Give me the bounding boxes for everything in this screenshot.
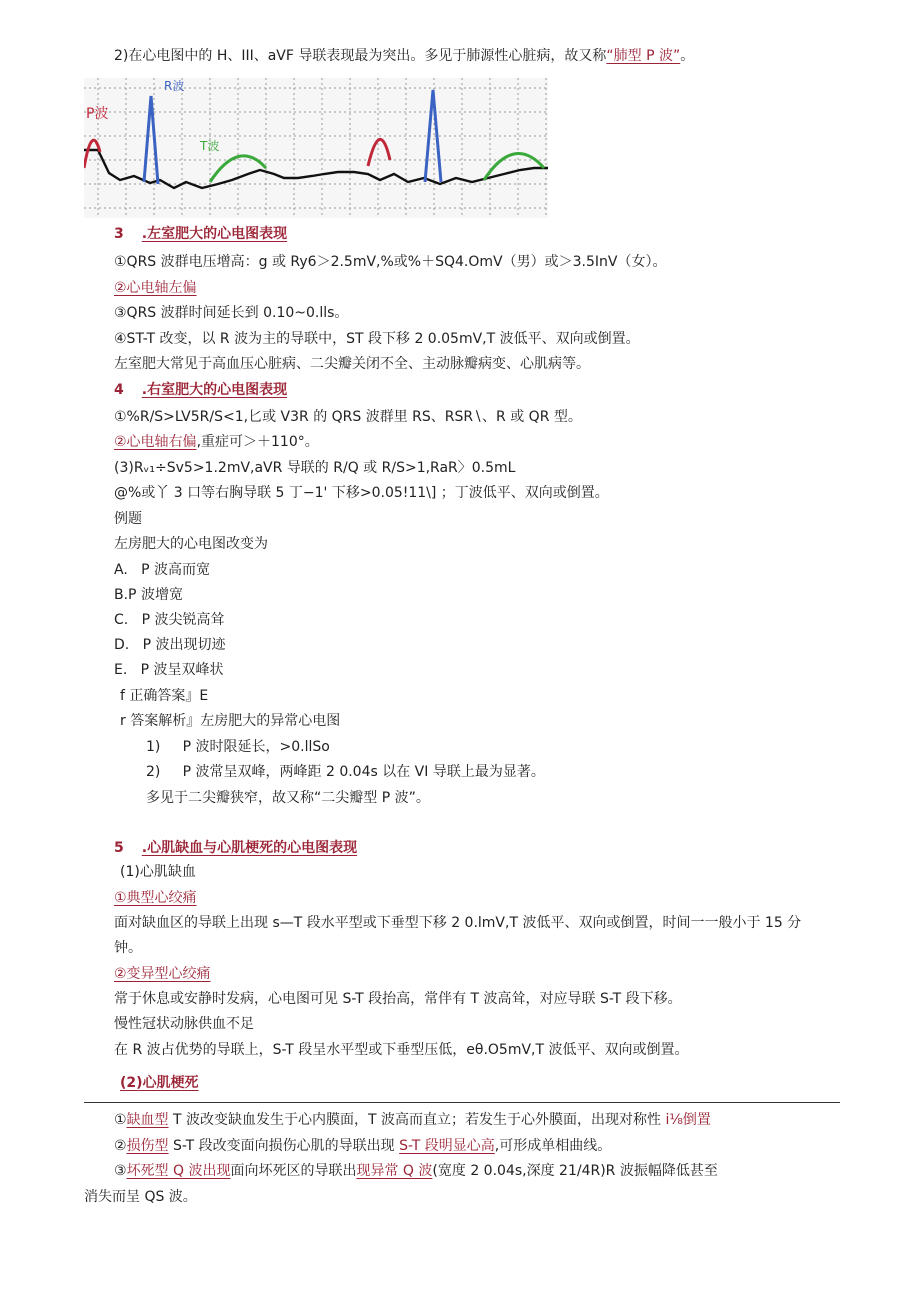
rvh-axis-note: ,重症可＞＋110°。: [196, 434, 319, 450]
divider-line: [84, 1102, 840, 1103]
lvh-item-1: ①QRS 波群电压增高：g 或 Ry6＞2.5mV,%或%＋SQ4.OmV（男）或＞3.5InV（女）。: [114, 254, 667, 270]
necrotic-type-label: 坏死型 Q 波出现: [126, 1163, 231, 1179]
quiz-option-b: B.P 波增宽: [114, 587, 183, 603]
ecg-figure: [84, 78, 548, 218]
section-5-title: .心肌缺血与心肌梗死的心电图表现: [141, 840, 358, 856]
infarction-item-2: [114, 1136, 611, 1156]
variant-angina-text: 常于休息或安静时发病，心电图可见 S-T 段抬高，常伴有 T 波高耸，对应导联 S-T 段下移。: [114, 991, 682, 1007]
section-4-heading: [114, 380, 287, 400]
infarction-item-2-num: ②: [114, 1138, 127, 1154]
quiz-option-e: E. P 波呈双峰状: [114, 662, 224, 678]
rvh-item-3: (3)Rᵥ₁÷Sv5>1.2mV,aVR 导联的 R/Q 或 R/S>1,RaR〉0.5mL: [114, 460, 516, 476]
ischemic-type-label: 缺血型: [126, 1112, 169, 1128]
section-4-title: .右室肥大的心电图表现: [141, 382, 288, 398]
quiz-option-a: A. P 波高而宽: [114, 562, 211, 578]
intro-text: 2)在心电图中的 H、III、aVF 导联表现最为突出。多见于肺源性心脏病，故又称: [114, 48, 607, 64]
section-3-title: .左室肥大的心电图表现: [141, 226, 288, 242]
p-wave-label: P波: [86, 106, 109, 122]
quiz-point-2: 2) P 波常呈双峰，两峰距 2 0.04s 以在 VI 导联上最为显著。: [146, 764, 545, 780]
quiz-question: 左房肥大的心电图改变为: [114, 536, 268, 552]
rvh-item-1: ①%R/S>LV5R/S<1,匕或 V3R 的 QRS 波群里 RS、RSR∖、R 或 QR 型。: [114, 409, 582, 425]
infarction-item-1-text: T 波改变缺血发生于心内膜面，T 波高而直立；若发生于心外膜面，出现对称性: [168, 1112, 666, 1128]
infarction-subheading: [120, 1073, 199, 1093]
infarction-item-3-text: 面向坏死区的导联出: [230, 1163, 357, 1179]
quiz-point-1: 1) P 波时限延长，>0.llSo: [146, 739, 330, 755]
intro-line: [114, 46, 694, 66]
infarction-subheading-text: (2)心肌梗死: [120, 1075, 199, 1091]
inverted-t-label: i⅛倒置: [665, 1112, 711, 1128]
lvh-item-3: ③QRS 波群时间延长到 0.10~0.lls。: [114, 305, 349, 321]
rvh-item-2: [114, 432, 319, 452]
variant-angina-title: ②变异型心绞痛: [114, 966, 211, 982]
injury-type-label: 损伤型: [126, 1138, 169, 1154]
st-elevation-label: S-T 段明显心高: [399, 1138, 495, 1154]
infarction-item-3-num: ③: [114, 1163, 127, 1179]
typical-angina-text: 面对缺血区的导联上出现 s—T 段水平型或下垂型下移 2 0.lmV,T 波低平、双向或倒置，时间一一般小于 15 分: [114, 915, 802, 931]
quiz-heading: 例题: [114, 511, 142, 527]
section-4-number: 4: [114, 382, 124, 398]
ischemia-subheading: (1)心肌缺血: [120, 864, 196, 880]
lvh-item-4: ④ST-T 改变，以 R 波为主的导联中，ST 段下移 2 0.05mV,T 波低平、双向或倒置。: [114, 331, 640, 347]
lvh-summary: 左室肥大常见于高血压心脏病、二尖瓣关闭不全、主动脉瓣病变、心肌病等。: [114, 356, 590, 372]
t-wave-label: T波: [200, 139, 220, 153]
infarction-item-1: [114, 1110, 711, 1130]
abnormal-q-label: 现异常 Q 波: [356, 1163, 433, 1179]
infarction-item-3-tail: (宽度 2 0.04s,深度 21/4R)R 波振幅降低甚至: [432, 1163, 718, 1179]
rvh-axis-deviation: ②心电轴右偏: [114, 434, 197, 450]
intro-suffix: 。: [680, 48, 695, 64]
infarction-item-2-text: S-T 段改变面向损伤心肌的导联出现: [168, 1138, 400, 1154]
typical-angina-title: ①典型心绞痛: [114, 890, 197, 906]
section-5-number: 5: [114, 840, 124, 856]
quiz-option-c: C. P 波尖锐高耸: [114, 612, 225, 628]
section-5-heading: [114, 838, 357, 858]
typical-angina-text-cont: 钟。: [114, 940, 142, 956]
infarction-item-3-cont: 消失而呈 QS 波。: [84, 1189, 197, 1205]
quiz-analysis: r 答案解析』左房肥大的异常心电图: [120, 713, 341, 729]
rvh-item-4: @%或丫 3 口等右胸导联 5 丁−1' 下移>0.05!11\] ；丁波低平、双向或倒置。: [114, 485, 609, 501]
infarction-item-2-tail: ,可形成单相曲线。: [494, 1138, 612, 1154]
section-3-number: 3: [114, 226, 124, 242]
r-wave-label: R波: [164, 79, 185, 93]
quiz-note: 多见于二尖瓣狭窄，故又称“二尖瓣型 P 波”。: [146, 790, 430, 806]
lvh-item-2: ②心电轴左偏: [114, 280, 197, 296]
quiz-answer: f 正确答案』E: [120, 688, 209, 704]
quiz-option-d: D. P 波出现切迹: [114, 637, 226, 653]
chronic-insufficiency-text: 在 R 波占优势的导联上，S-T 段呈水平型或下垂型压低，eθ.O5mV,T 波低平、双向或倒置。: [114, 1042, 689, 1058]
infarction-item-1-num: ①: [114, 1112, 127, 1128]
chronic-insufficiency-title: 慢性冠状动脉供血不足: [114, 1016, 254, 1032]
section-3-heading: [114, 224, 287, 244]
infarction-item-3: [114, 1161, 718, 1181]
intro-highlight: “肺型 P 波”: [606, 48, 681, 64]
